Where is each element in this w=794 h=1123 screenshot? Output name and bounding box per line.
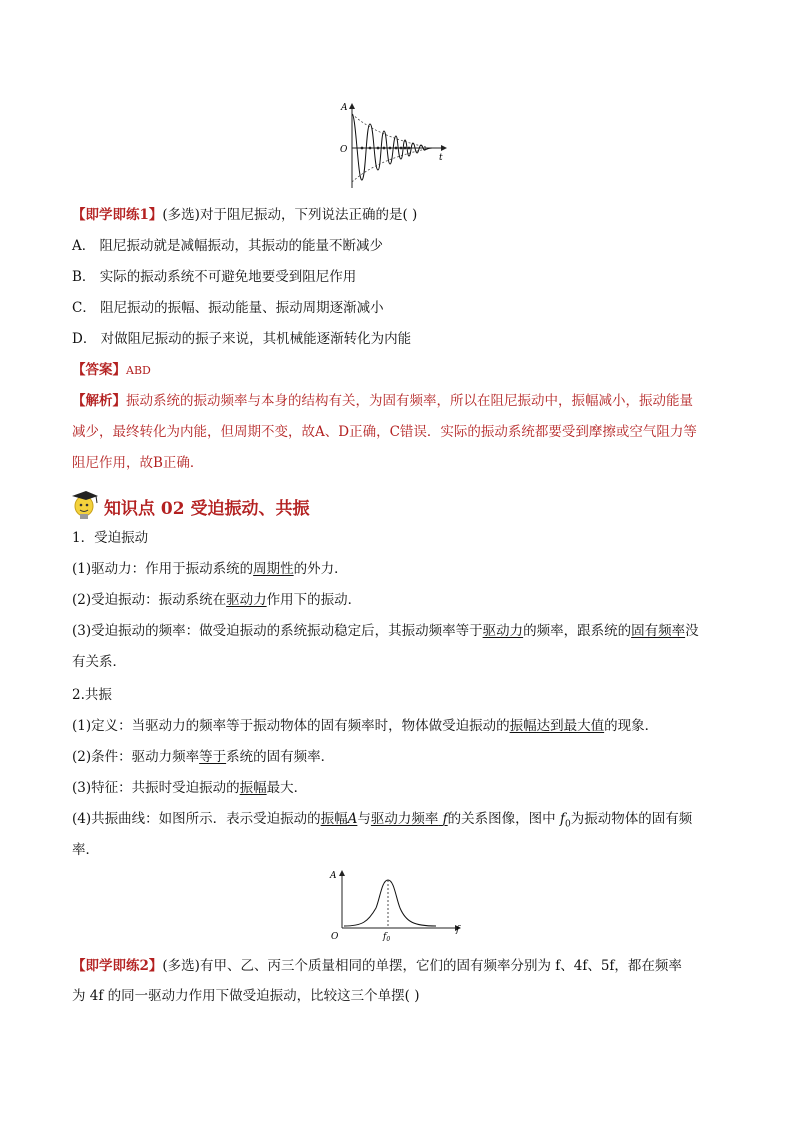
exercise-1-option-d: D． 对做阻尼振动的振子来说，其机械能逐渐转化为内能 <box>72 331 412 347</box>
definition-driving-force: (1)驱动力：作用于振动系统的周期性的外力． <box>72 561 348 577</box>
section-heading-forced-vibration: 1．受迫振动 <box>72 530 149 546</box>
resonance-curve-line-1: (4)共振曲线：如图所示．表示受迫振动的振幅A与驱动力频率 f的关系图像，图中 $f_0$为振动物体的固有频 <box>72 811 693 830</box>
underlined-term: 固有频率 <box>631 623 686 639</box>
underlined-term: 周期性 <box>253 561 294 577</box>
fig1-origin-label: O <box>340 145 348 155</box>
exercise-1-option-b: B． 实际的振动系统不可避免地要受到阻尼作用 <box>72 269 357 285</box>
knowledge-point-title: 知识点 02 受迫振动、共振 <box>104 499 310 519</box>
knowledge-point-heading <box>70 488 310 520</box>
lightbulb-graduate-icon <box>70 488 100 520</box>
exercise-1-option-c: C． 阻尼振动的振幅、振动能量、振动周期逐渐减小 <box>72 300 384 316</box>
answer-tag: 【答案】 <box>72 362 126 378</box>
exercise-1-question: (多选)对于阻尼振动，下列说法正确的是( ) <box>162 207 418 223</box>
underlined-term: 振幅达到最大值 <box>509 718 605 734</box>
forced-vibration-frequency-line-1: (3)受迫振动的频率：做受迫振动的系统振动稳定后，其振动频率等于驱动力的频率，跟系统的固有频率没 <box>72 623 699 639</box>
resonance-curve-line-2: 率． <box>72 842 99 858</box>
fig2-x-label: f <box>456 925 460 935</box>
underlined-term: 驱动力频率 f <box>370 811 448 827</box>
resonance-curve-figure <box>326 868 466 944</box>
exercise-1-tag: 【即学即练1】 <box>72 207 163 223</box>
fig2-origin-label: O <box>331 932 339 942</box>
exercise-2-tag: 【即学即练2】 <box>72 958 163 974</box>
exercise-1-answer <box>72 360 151 381</box>
answer-value: ABD <box>126 364 151 377</box>
resonance-definition: (1)定义：当驱动力的频率等于振动物体的固有频率时，物体做受迫振动的振幅达到最大值的现象． <box>72 718 659 734</box>
exercise-1-analysis-line-2: 减少，最终转化为内能，但周期不变，故A、D正确，C错误．实际的振动系统都要受到摩擦或空气阻力等 <box>72 424 697 440</box>
underlined-term: 驱动力 <box>226 592 267 608</box>
exercise-1-stem <box>72 205 417 225</box>
analysis-text-1: 振动系统的振动频率与本身的结构有关，为固有频率，所以在阻尼振动中，振幅减小，振动能量 <box>126 393 693 409</box>
fig2-peak-label: $f_0$ <box>383 932 391 943</box>
section-heading-resonance: 2.共振 <box>72 687 112 703</box>
fig1-y-label: A <box>341 103 348 113</box>
resonance-feature: (3)特征：共振时受迫振动的振幅最大． <box>72 780 308 796</box>
analysis-tag: 【解析】 <box>72 393 126 409</box>
forced-vibration-frequency-line-2: 有关系． <box>72 654 126 670</box>
damped-wave <box>352 114 432 180</box>
underlined-term: 振幅A <box>320 811 358 827</box>
fig2-y-label: A <box>330 871 337 881</box>
fig1-x-label: t <box>439 153 443 163</box>
underlined-term: 等于 <box>199 749 227 765</box>
underlined-term: 振幅 <box>239 780 267 796</box>
exercise-1-analysis-line-3: 阻尼作用，故B正确． <box>72 455 204 471</box>
definition-forced-vibration: (2)受迫振动：振动系统在驱动力作用下的振动． <box>72 592 362 608</box>
resonance-curve <box>344 880 436 926</box>
exercise-2-line-2: 为 4f 的同一驱动力作用下做受迫振动，比较这三个单摆( ) <box>72 988 420 1004</box>
underlined-term: 驱动力 <box>482 623 524 639</box>
exercise-1-option-a: A． 阻尼振动就是减幅振动，其振动的能量不断减少 <box>72 238 384 254</box>
damped-oscillation-figure <box>336 100 452 192</box>
exercise-1-analysis-line-1 <box>72 391 693 411</box>
resonance-condition: (2)条件：驱动力频率等于系统的固有频率． <box>72 749 335 765</box>
exercise-2-line-1: 【即学即练2】(多选)有甲、乙、丙三个质量相同的单摆，它们的固有频率分别为 f、4f、5f，都在频率 <box>72 958 682 974</box>
upper-envelope <box>352 114 426 147</box>
